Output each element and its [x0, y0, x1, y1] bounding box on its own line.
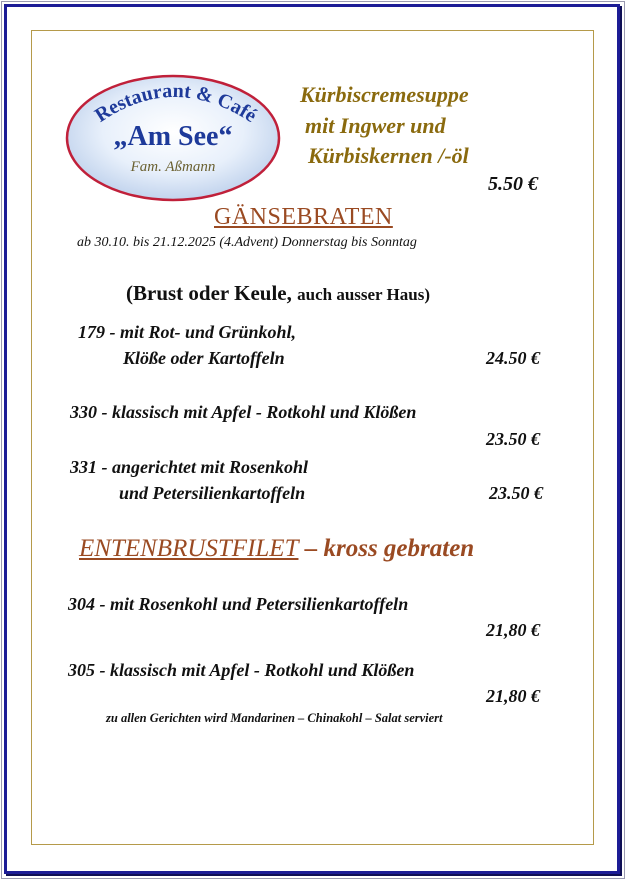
menu-item-179-line2: Klöße oder Kartoffeln [123, 348, 285, 368]
soup-line2: mit Ingwer und [305, 113, 446, 138]
menu-item-304-line1: 304 - mit Rosenkohl und Petersilienkartoffeln [68, 594, 409, 614]
menu-item-331-line1: 331 - angerichtet mit Rosenkohl [70, 457, 309, 477]
menu-item-179-price: 24.50 € [486, 348, 540, 368]
menu-item-331-price: 23.50 € [489, 483, 543, 503]
menu-item-331-line2: und Petersilienkartoffeln [119, 483, 306, 503]
menu-item-304-price: 21,80 € [486, 620, 540, 640]
soup-line3: Kürbiskernen /-öl [308, 143, 469, 168]
menu-item-305-price: 21,80 € [486, 686, 540, 706]
gaensebraten-dates: ab 30.10. bis 21.12.2025 (4.Advent) Donnerstag bis Sonntag [77, 235, 417, 250]
soup-price: 5.50 € [488, 173, 538, 195]
soup-line1: Kürbiscremesuppe [300, 82, 469, 107]
gaensebraten-title: GÄNSEBRATEN [214, 204, 393, 230]
restaurant-logo [63, 72, 283, 204]
menu-item-330-price: 23.50 € [486, 429, 540, 449]
logo-line3: Fam. Aßmann [130, 159, 216, 175]
menu-item-179-line1: 179 - mit Rot- und Grünkohl, [78, 322, 297, 342]
entenbrust-title-main: ENTENBRUSTFILET [79, 535, 299, 562]
subtitle-small: auch ausser Haus) [297, 285, 430, 304]
logo-line1: Restaurant & Café [91, 79, 261, 127]
entenbrust-title-rest: – kross gebraten [298, 535, 475, 562]
gaensebraten-subtitle [126, 281, 430, 306]
menu-item-330-line1: 330 - klassisch mit Apfel - Rotkohl und Klößen [70, 402, 417, 422]
logo-line2: „Am See“ [113, 121, 233, 152]
menu-item-305-line1: 305 - klassisch mit Apfel - Rotkohl und Klößen [68, 660, 415, 680]
salad-note: zu allen Gerichten wird Mandarinen – Chinakohl – Salat serviert [106, 711, 443, 725]
entenbrust-title [79, 535, 474, 563]
subtitle-main: (Brust oder Keule, [126, 281, 292, 305]
